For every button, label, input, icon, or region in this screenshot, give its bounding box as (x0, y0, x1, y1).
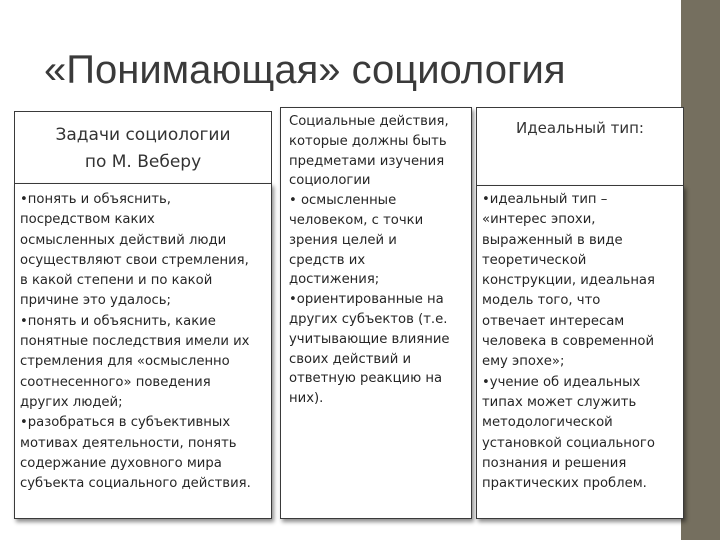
slide-title: «Понимающая» социология (44, 48, 566, 92)
tasks-body-box (14, 183, 272, 519)
decorative-side-bar (681, 0, 720, 540)
ideal-type-header-text: Идеальный тип: (516, 119, 644, 137)
tasks-header-box (14, 111, 272, 183)
social-actions-text: Социальные действия, которые должны быть предметами изучения социологии • осмысленные человеком, с точки зрения целей и средств их достижения; •ориентированные на других субъектов (т.е. учитывающие влияние своих действий и ответную реакцию на них). (289, 114, 450, 407)
social-actions-box (280, 107, 472, 519)
ideal-type-header-box (476, 107, 684, 185)
tasks-header-text: Задачи социологии по М. Веберу (55, 125, 231, 172)
ideal-type-body-box (476, 185, 684, 519)
tasks-body-text: •понять и объяснить, посредством каких осмысленных действий люди осуществляют свои стремления, в какой степени и по какой причине это удалось; •понять и объяснить, какие понятные последствия имели их стремления для «осмысленно соотнесенного» поведения других людей; •разобраться в субъективных мотивах деятельности, понять содержание духовного мира субъекта социального действия. (20, 192, 251, 492)
ideal-type-body-text: •идеальный тип – «интерес эпохи, выраженный в виде теоретической конструкции, идеальная модель того, что отвечает интересам человека в современной ему эпохе»; •учение об идеальных типах может служить методологической установкой социального познания и решения практических проблем. (482, 192, 655, 492)
